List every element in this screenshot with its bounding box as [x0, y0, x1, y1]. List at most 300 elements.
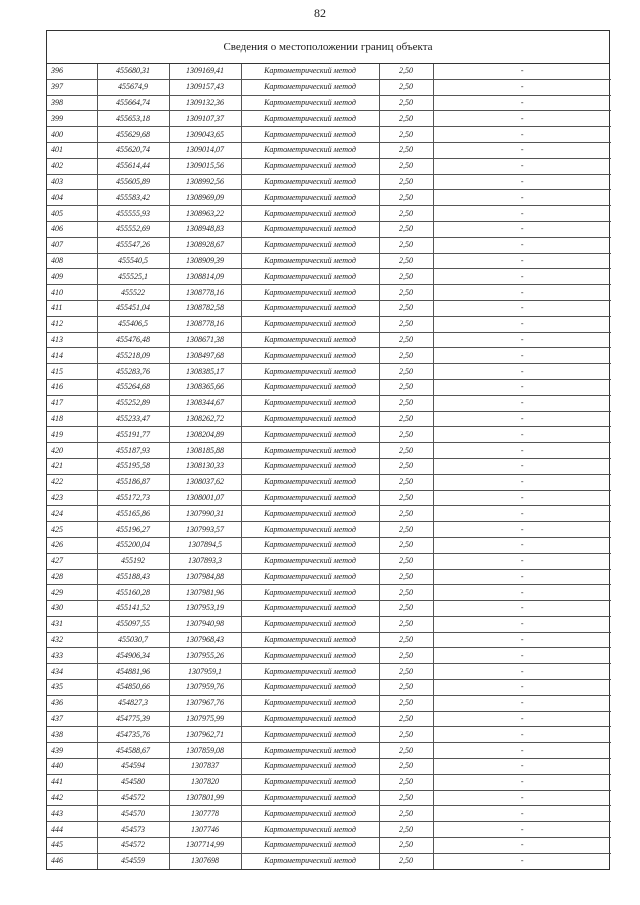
accuracy-cell: 2,50 — [379, 142, 433, 158]
method-cell: Картометрический метод — [241, 364, 379, 380]
y-coordinate-cell: 1309015,56 — [169, 158, 241, 174]
point-number-cell: 413 — [47, 332, 97, 348]
y-coordinate-cell: 1307984,88 — [169, 569, 241, 585]
accuracy-cell: 2,50 — [379, 158, 433, 174]
accuracy-cell: 2,50 — [379, 790, 433, 806]
accuracy-cell: 2,50 — [379, 537, 433, 553]
table-row — [47, 237, 611, 253]
x-coordinate-cell: 454735,76 — [97, 727, 169, 743]
x-coordinate-cell: 455196,27 — [97, 522, 169, 538]
description-cell: - — [433, 158, 611, 174]
y-coordinate-cell: 1307955,26 — [169, 648, 241, 664]
description-cell: - — [433, 427, 611, 443]
x-coordinate-cell: 454850,66 — [97, 680, 169, 696]
y-coordinate-cell: 1308037,62 — [169, 474, 241, 490]
accuracy-cell: 2,50 — [379, 174, 433, 190]
point-number-cell: 443 — [47, 806, 97, 822]
method-cell: Картометрический метод — [241, 632, 379, 648]
accuracy-cell: 2,50 — [379, 711, 433, 727]
x-coordinate-cell: 455664,74 — [97, 95, 169, 111]
x-coordinate-cell: 455555,93 — [97, 206, 169, 222]
method-cell: Картометрический метод — [241, 506, 379, 522]
description-cell: - — [433, 759, 611, 775]
table-row — [47, 585, 611, 601]
point-number-cell: 398 — [47, 95, 97, 111]
point-number-cell: 416 — [47, 379, 97, 395]
method-cell: Картометрический метод — [241, 174, 379, 190]
accuracy-cell: 2,50 — [379, 64, 433, 79]
y-coordinate-cell: 1308130,33 — [169, 458, 241, 474]
point-number-cell: 412 — [47, 316, 97, 332]
x-coordinate-cell: 455030,7 — [97, 632, 169, 648]
y-coordinate-cell: 1307993,57 — [169, 522, 241, 538]
description-cell: - — [433, 774, 611, 790]
accuracy-cell: 2,50 — [379, 127, 433, 143]
point-number-cell: 445 — [47, 838, 97, 854]
point-number-cell: 421 — [47, 458, 97, 474]
accuracy-cell: 2,50 — [379, 269, 433, 285]
table-row — [47, 711, 611, 727]
description-cell: - — [433, 395, 611, 411]
description-cell: - — [433, 64, 611, 79]
accuracy-cell: 2,50 — [379, 632, 433, 648]
accuracy-cell: 2,50 — [379, 316, 433, 332]
description-cell: - — [433, 822, 611, 838]
method-cell: Картометрический метод — [241, 285, 379, 301]
description-cell: - — [433, 790, 611, 806]
y-coordinate-cell: 1308204,89 — [169, 427, 241, 443]
point-number-cell: 415 — [47, 364, 97, 380]
point-number-cell: 408 — [47, 253, 97, 269]
x-coordinate-cell: 455406,5 — [97, 316, 169, 332]
point-number-cell: 397 — [47, 79, 97, 95]
method-cell: Картометрический метод — [241, 822, 379, 838]
description-cell: - — [433, 142, 611, 158]
description-cell: - — [433, 79, 611, 95]
x-coordinate-cell: 454588,67 — [97, 743, 169, 759]
y-coordinate-cell: 1308778,16 — [169, 285, 241, 301]
point-number-cell: 442 — [47, 790, 97, 806]
table-row — [47, 395, 611, 411]
point-number-cell: 396 — [47, 64, 97, 79]
method-cell: Картометрический метод — [241, 522, 379, 538]
x-coordinate-cell: 455141,52 — [97, 601, 169, 617]
table-row — [47, 838, 611, 854]
y-coordinate-cell: 1307967,76 — [169, 695, 241, 711]
point-number-cell: 434 — [47, 664, 97, 680]
x-coordinate-cell: 454570 — [97, 806, 169, 822]
table-row — [47, 853, 611, 868]
accuracy-cell: 2,50 — [379, 206, 433, 222]
description-cell: - — [433, 174, 611, 190]
x-coordinate-cell: 455620,74 — [97, 142, 169, 158]
y-coordinate-cell: 1308963,22 — [169, 206, 241, 222]
accuracy-cell: 2,50 — [379, 411, 433, 427]
accuracy-cell: 2,50 — [379, 111, 433, 127]
x-coordinate-cell: 455680,31 — [97, 64, 169, 79]
y-coordinate-cell: 1308928,67 — [169, 237, 241, 253]
accuracy-cell: 2,50 — [379, 474, 433, 490]
table-row — [47, 190, 611, 206]
x-coordinate-cell: 455547,26 — [97, 237, 169, 253]
table-row — [47, 253, 611, 269]
table-row — [47, 316, 611, 332]
x-coordinate-cell: 455200,04 — [97, 537, 169, 553]
x-coordinate-cell: 455233,47 — [97, 411, 169, 427]
y-coordinate-cell: 1308969,09 — [169, 190, 241, 206]
accuracy-cell: 2,50 — [379, 569, 433, 585]
y-coordinate-cell: 1308814,09 — [169, 269, 241, 285]
point-number-cell: 436 — [47, 695, 97, 711]
description-cell: - — [433, 806, 611, 822]
method-cell: Картометрический метод — [241, 190, 379, 206]
accuracy-cell: 2,50 — [379, 443, 433, 459]
page-number: 82 — [314, 6, 326, 20]
accuracy-cell: 2,50 — [379, 253, 433, 269]
accuracy-cell: 2,50 — [379, 395, 433, 411]
method-cell: Картометрический метод — [241, 648, 379, 664]
method-cell: Картометрический метод — [241, 221, 379, 237]
x-coordinate-cell: 455165,86 — [97, 506, 169, 522]
x-coordinate-cell: 455653,18 — [97, 111, 169, 127]
description-cell: - — [433, 537, 611, 553]
y-coordinate-cell: 1307940,98 — [169, 616, 241, 632]
table-row — [47, 64, 611, 79]
table-row — [47, 522, 611, 538]
x-coordinate-cell: 454573 — [97, 822, 169, 838]
method-cell: Картометрический метод — [241, 806, 379, 822]
table-row — [47, 790, 611, 806]
description-cell: - — [433, 585, 611, 601]
description-cell: - — [433, 316, 611, 332]
table-row — [47, 537, 611, 553]
table-row — [47, 348, 611, 364]
table-row — [47, 774, 611, 790]
method-cell: Картометрический метод — [241, 379, 379, 395]
point-number-cell: 438 — [47, 727, 97, 743]
table-row — [47, 506, 611, 522]
y-coordinate-cell: 1307894,5 — [169, 537, 241, 553]
description-cell: - — [433, 522, 611, 538]
y-coordinate-cell: 1309132,36 — [169, 95, 241, 111]
x-coordinate-cell: 455264,68 — [97, 379, 169, 395]
accuracy-cell: 2,50 — [379, 490, 433, 506]
table-row — [47, 332, 611, 348]
table-row — [47, 300, 611, 316]
accuracy-cell: 2,50 — [379, 379, 433, 395]
point-number-cell: 411 — [47, 300, 97, 316]
point-number-cell: 430 — [47, 601, 97, 617]
description-cell: - — [433, 127, 611, 143]
accuracy-cell: 2,50 — [379, 680, 433, 696]
y-coordinate-cell: 1307820 — [169, 774, 241, 790]
x-coordinate-cell: 455674,9 — [97, 79, 169, 95]
point-number-cell: 444 — [47, 822, 97, 838]
x-coordinate-cell: 454559 — [97, 853, 169, 868]
table-row — [47, 95, 611, 111]
description-cell: - — [433, 221, 611, 237]
accuracy-cell: 2,50 — [379, 427, 433, 443]
coordinates-table-body — [47, 64, 611, 869]
x-coordinate-cell: 455525,1 — [97, 269, 169, 285]
accuracy-cell: 2,50 — [379, 759, 433, 775]
description-cell: - — [433, 269, 611, 285]
accuracy-cell: 2,50 — [379, 79, 433, 95]
method-cell: Картометрический метод — [241, 237, 379, 253]
description-cell: - — [433, 838, 611, 854]
y-coordinate-cell: 1308778,16 — [169, 316, 241, 332]
method-cell: Картометрический метод — [241, 601, 379, 617]
accuracy-cell: 2,50 — [379, 364, 433, 380]
y-coordinate-cell: 1308185,88 — [169, 443, 241, 459]
y-coordinate-cell: 1307990,31 — [169, 506, 241, 522]
method-cell: Картометрический метод — [241, 490, 379, 506]
x-coordinate-cell: 454775,39 — [97, 711, 169, 727]
description-cell: - — [433, 616, 611, 632]
y-coordinate-cell: 1309169,41 — [169, 64, 241, 79]
point-number-cell: 399 — [47, 111, 97, 127]
method-cell: Картометрический метод — [241, 427, 379, 443]
table-row — [47, 490, 611, 506]
point-number-cell: 402 — [47, 158, 97, 174]
accuracy-cell: 2,50 — [379, 300, 433, 316]
method-cell: Картометрический метод — [241, 95, 379, 111]
y-coordinate-cell: 1307801,99 — [169, 790, 241, 806]
description-cell: - — [433, 206, 611, 222]
method-cell: Картометрический метод — [241, 711, 379, 727]
y-coordinate-cell: 1309107,37 — [169, 111, 241, 127]
y-coordinate-cell: 1308344,67 — [169, 395, 241, 411]
y-coordinate-cell: 1307959,1 — [169, 664, 241, 680]
point-number-cell: 406 — [47, 221, 97, 237]
boundary-table-frame — [46, 30, 610, 870]
point-number-cell: 420 — [47, 443, 97, 459]
y-coordinate-cell: 1307714,99 — [169, 838, 241, 854]
point-number-cell: 418 — [47, 411, 97, 427]
x-coordinate-cell: 454906,34 — [97, 648, 169, 664]
x-coordinate-cell: 455160,28 — [97, 585, 169, 601]
accuracy-cell: 2,50 — [379, 237, 433, 253]
table-row — [47, 680, 611, 696]
description-cell: - — [433, 648, 611, 664]
y-coordinate-cell: 1307698 — [169, 853, 241, 868]
method-cell: Картометрический метод — [241, 64, 379, 79]
description-cell: - — [433, 300, 611, 316]
y-coordinate-cell: 1307859,08 — [169, 743, 241, 759]
accuracy-cell: 2,50 — [379, 853, 433, 868]
description-cell: - — [433, 664, 611, 680]
table-row — [47, 111, 611, 127]
method-cell: Картометрический метод — [241, 695, 379, 711]
x-coordinate-cell: 455583,42 — [97, 190, 169, 206]
y-coordinate-cell: 1307893,3 — [169, 553, 241, 569]
table-row — [47, 743, 611, 759]
table-row — [47, 79, 611, 95]
accuracy-cell: 2,50 — [379, 727, 433, 743]
table-title: Сведения о местоположении границ объекта — [47, 31, 609, 64]
method-cell: Картометрический метод — [241, 332, 379, 348]
table-row — [47, 285, 611, 301]
point-number-cell: 432 — [47, 632, 97, 648]
point-number-cell: 419 — [47, 427, 97, 443]
point-number-cell: 425 — [47, 522, 97, 538]
point-number-cell: 441 — [47, 774, 97, 790]
y-coordinate-cell: 1308385,17 — [169, 364, 241, 380]
description-cell: - — [433, 632, 611, 648]
method-cell: Картометрический метод — [241, 838, 379, 854]
y-coordinate-cell: 1308262,72 — [169, 411, 241, 427]
accuracy-cell: 2,50 — [379, 506, 433, 522]
x-coordinate-cell: 455218,09 — [97, 348, 169, 364]
point-number-cell: 428 — [47, 569, 97, 585]
x-coordinate-cell: 455283,76 — [97, 364, 169, 380]
table-row — [47, 632, 611, 648]
method-cell: Картометрический метод — [241, 616, 379, 632]
point-number-cell: 426 — [47, 537, 97, 553]
method-cell: Картометрический метод — [241, 853, 379, 868]
table-row — [47, 569, 611, 585]
accuracy-cell: 2,50 — [379, 838, 433, 854]
description-cell: - — [433, 695, 611, 711]
table-row — [47, 364, 611, 380]
accuracy-cell: 2,50 — [379, 285, 433, 301]
description-cell: - — [433, 443, 611, 459]
table-row — [47, 158, 611, 174]
x-coordinate-cell: 455186,87 — [97, 474, 169, 490]
accuracy-cell: 2,50 — [379, 616, 433, 632]
description-cell: - — [433, 553, 611, 569]
description-cell: - — [433, 680, 611, 696]
table-row — [47, 206, 611, 222]
table-row — [47, 174, 611, 190]
x-coordinate-cell: 455187,93 — [97, 443, 169, 459]
table-row — [47, 553, 611, 569]
description-cell: - — [433, 711, 611, 727]
accuracy-cell: 2,50 — [379, 190, 433, 206]
point-number-cell: 405 — [47, 206, 97, 222]
y-coordinate-cell: 1308671,38 — [169, 332, 241, 348]
description-cell: - — [433, 332, 611, 348]
x-coordinate-cell: 454594 — [97, 759, 169, 775]
table-row — [47, 601, 611, 617]
description-cell: - — [433, 190, 611, 206]
method-cell: Картометрический метод — [241, 537, 379, 553]
accuracy-cell: 2,50 — [379, 822, 433, 838]
y-coordinate-cell: 1307746 — [169, 822, 241, 838]
x-coordinate-cell: 455192 — [97, 553, 169, 569]
y-coordinate-cell: 1307837 — [169, 759, 241, 775]
method-cell: Картометрический метод — [241, 553, 379, 569]
table-row — [47, 379, 611, 395]
y-coordinate-cell: 1307959,76 — [169, 680, 241, 696]
method-cell: Картометрический метод — [241, 680, 379, 696]
description-cell: - — [433, 569, 611, 585]
accuracy-cell: 2,50 — [379, 601, 433, 617]
point-number-cell: 400 — [47, 127, 97, 143]
y-coordinate-cell: 1308365,66 — [169, 379, 241, 395]
description-cell: - — [433, 237, 611, 253]
description-cell: - — [433, 601, 611, 617]
point-number-cell: 423 — [47, 490, 97, 506]
table-row — [47, 664, 611, 680]
accuracy-cell: 2,50 — [379, 458, 433, 474]
accuracy-cell: 2,50 — [379, 743, 433, 759]
method-cell: Картометрический метод — [241, 300, 379, 316]
point-number-cell: 407 — [47, 237, 97, 253]
table-row — [47, 727, 611, 743]
y-coordinate-cell: 1307981,96 — [169, 585, 241, 601]
description-cell: - — [433, 348, 611, 364]
y-coordinate-cell: 1309014,07 — [169, 142, 241, 158]
y-coordinate-cell: 1308497,68 — [169, 348, 241, 364]
point-number-cell: 424 — [47, 506, 97, 522]
accuracy-cell: 2,50 — [379, 664, 433, 680]
y-coordinate-cell: 1308992,56 — [169, 174, 241, 190]
x-coordinate-cell: 455252,89 — [97, 395, 169, 411]
method-cell: Картометрический метод — [241, 316, 379, 332]
method-cell: Картометрический метод — [241, 79, 379, 95]
description-cell: - — [433, 253, 611, 269]
method-cell: Картометрический метод — [241, 253, 379, 269]
method-cell: Картометрический метод — [241, 743, 379, 759]
point-number-cell: 401 — [47, 142, 97, 158]
description-cell: - — [433, 853, 611, 868]
x-coordinate-cell: 455605,89 — [97, 174, 169, 190]
x-coordinate-cell: 455172,73 — [97, 490, 169, 506]
table-row — [47, 616, 611, 632]
point-number-cell: 433 — [47, 648, 97, 664]
accuracy-cell: 2,50 — [379, 553, 433, 569]
point-number-cell: 422 — [47, 474, 97, 490]
description-cell: - — [433, 285, 611, 301]
point-number-cell: 429 — [47, 585, 97, 601]
description-cell: - — [433, 490, 611, 506]
point-number-cell: 437 — [47, 711, 97, 727]
method-cell: Картометрический метод — [241, 569, 379, 585]
accuracy-cell: 2,50 — [379, 774, 433, 790]
accuracy-cell: 2,50 — [379, 221, 433, 237]
x-coordinate-cell: 455476,48 — [97, 332, 169, 348]
table-row — [47, 221, 611, 237]
x-coordinate-cell: 455552,69 — [97, 221, 169, 237]
table-row — [47, 695, 611, 711]
description-cell: - — [433, 379, 611, 395]
table-row — [47, 269, 611, 285]
accuracy-cell: 2,50 — [379, 695, 433, 711]
description-cell: - — [433, 458, 611, 474]
x-coordinate-cell: 455195,58 — [97, 458, 169, 474]
method-cell: Картометрический метод — [241, 395, 379, 411]
point-number-cell: 404 — [47, 190, 97, 206]
y-coordinate-cell: 1307953,19 — [169, 601, 241, 617]
method-cell: Картометрический метод — [241, 759, 379, 775]
y-coordinate-cell: 1308001,07 — [169, 490, 241, 506]
method-cell: Картометрический метод — [241, 774, 379, 790]
x-coordinate-cell: 454881,96 — [97, 664, 169, 680]
method-cell: Картометрический метод — [241, 664, 379, 680]
table-row — [47, 458, 611, 474]
description-cell: - — [433, 411, 611, 427]
table-row — [47, 806, 611, 822]
accuracy-cell: 2,50 — [379, 348, 433, 364]
y-coordinate-cell: 1307962,71 — [169, 727, 241, 743]
y-coordinate-cell: 1307778 — [169, 806, 241, 822]
x-coordinate-cell: 454572 — [97, 838, 169, 854]
x-coordinate-cell: 454827,3 — [97, 695, 169, 711]
table-row — [47, 474, 611, 490]
x-coordinate-cell: 455191,77 — [97, 427, 169, 443]
y-coordinate-cell: 1308782,58 — [169, 300, 241, 316]
